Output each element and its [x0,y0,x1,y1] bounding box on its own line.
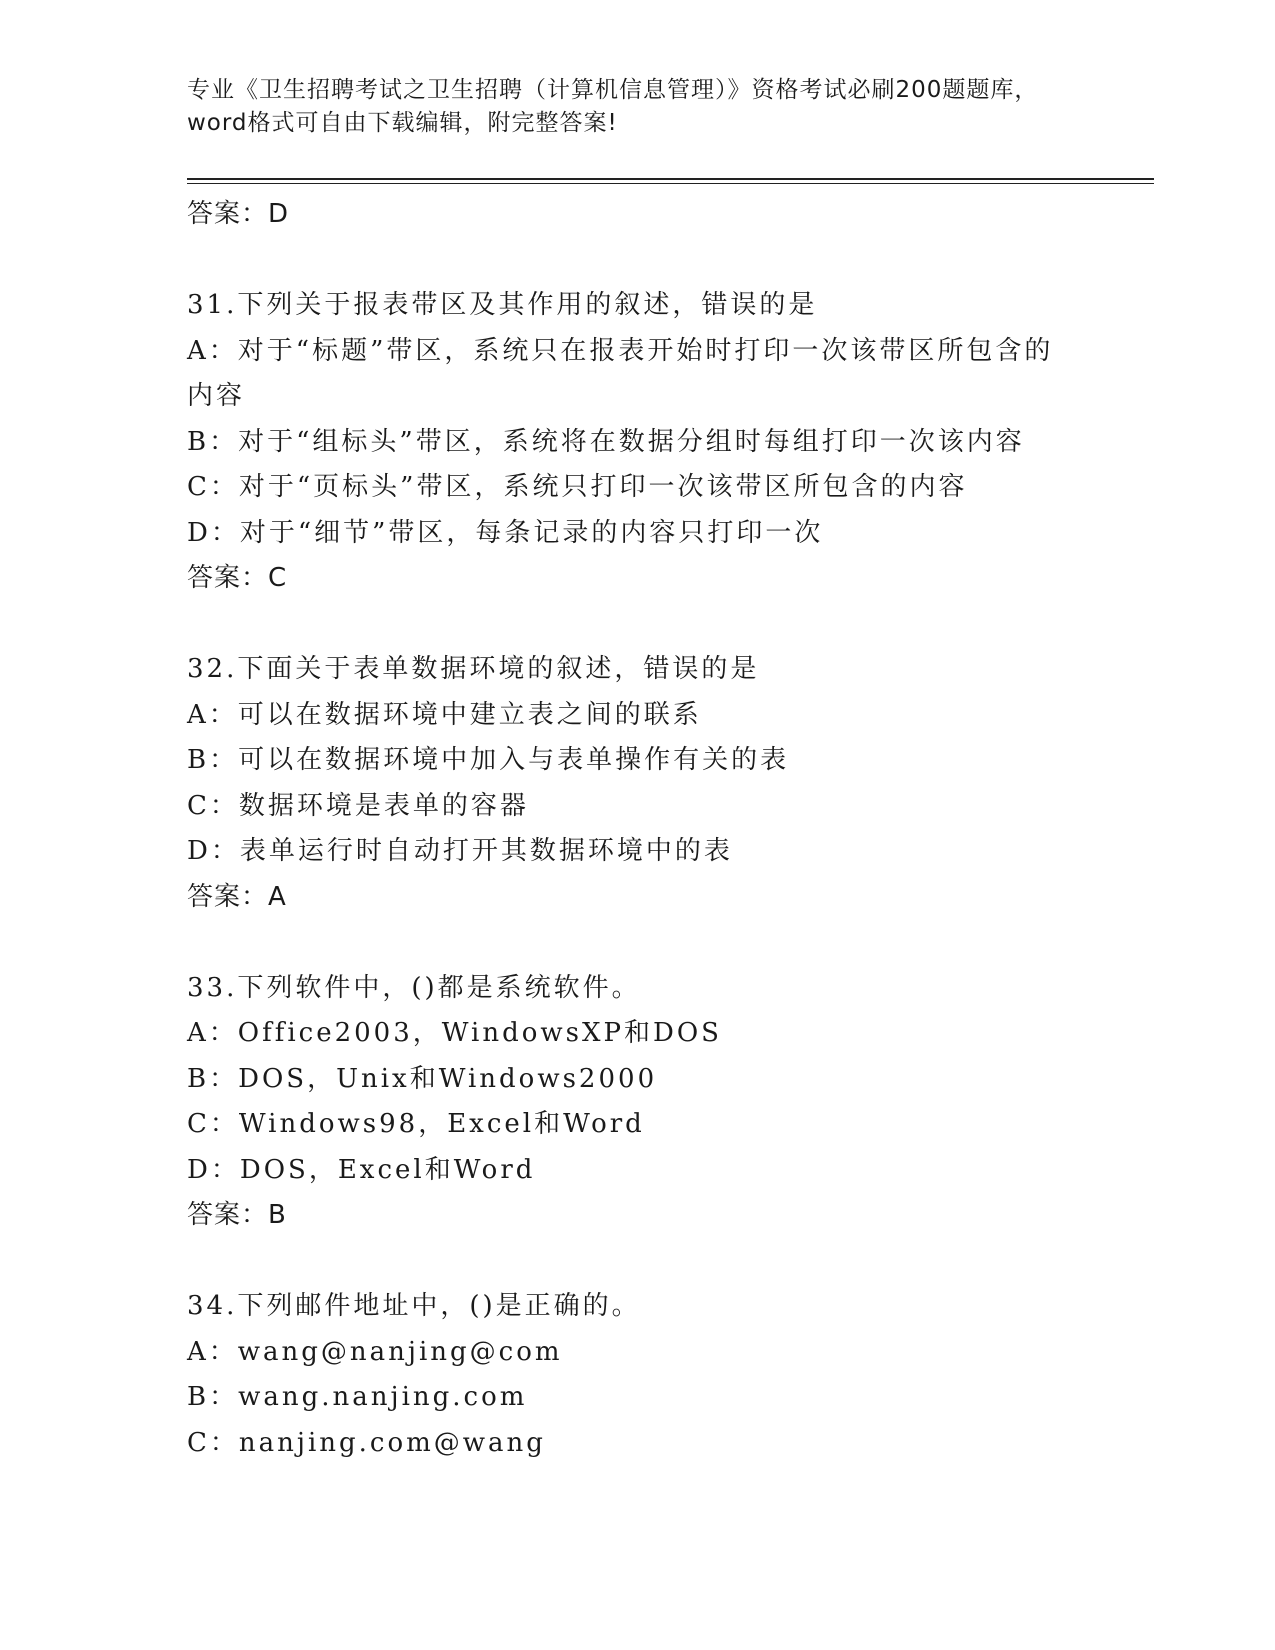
option-d: D：对于“细节”带区，每条记录的内容只打印一次 [187,517,824,548]
option-b: B：对于“组标头”带区，系统将在数据分组时每组打印一次该内容 [187,426,1025,457]
question-list [187,192,1147,1466]
question-stem: 33.下列软件中，()都是系统软件。 [187,972,641,1003]
question-34 [187,1284,1147,1466]
page-header [187,74,1087,140]
header-rule-thick [187,178,1154,180]
option-b: B：可以在数据环境中加入与表单操作有关的表 [187,745,790,775]
option-b: B：DOS，Unix和Windows2000 [187,1063,658,1094]
question-31 [187,283,1147,602]
answer-30: 答案：D [187,199,290,229]
option-a: A：对于“标题”带区，系统只在报表开始时打印一次该带区所包含的 [187,335,1054,366]
header-line-1: 专业《卫生招聘考试之卫生招聘（计算机信息管理）》资格考试必刷200题题库， [187,77,1039,103]
option-d: D：表单运行时自动打开其数据环境中的表 [187,836,733,866]
option-a: A：Office2003，WindowsXP和DOS [187,1018,722,1048]
question-32 [187,647,1147,920]
option-a-continued: 内容 [187,381,246,411]
option-c: C：数据环境是表单的容器 [187,790,529,821]
option-a: A：可以在数据环境中建立表之间的联系 [187,699,702,730]
option-c: C：Windows98，Excel和Word [187,1109,645,1139]
question-stem: 32.下面关于表单数据环境的叙述，错误的是 [187,654,760,684]
option-c: C：对于“页标头”带区，系统只打印一次该带区所包含的内容 [187,472,968,502]
question-stem: 31.下列关于报表带区及其作用的叙述，错误的是 [187,290,818,320]
spacer [187,1239,1147,1285]
spacer [187,920,1147,966]
spacer [187,238,1147,284]
option-c: C：nanjing.com@wang [187,1427,546,1458]
option-d: D：DOS，Excel和Word [187,1154,536,1185]
header-rule-thin [187,183,1154,184]
answer: 答案：A [187,881,287,912]
option-b: B：wang.nanjing.com [187,1382,528,1412]
answer: 答案：C [187,563,288,593]
answer: 答案：B [187,1200,287,1230]
question-stem: 34.下列邮件地址中，()是正确的。 [187,1291,641,1321]
option-a: A：wang@nanjing@com [187,1336,563,1367]
question-33 [187,966,1147,1239]
spacer [187,602,1147,648]
header-line-2: word格式可自由下载编辑，附完整答案! [187,110,618,136]
